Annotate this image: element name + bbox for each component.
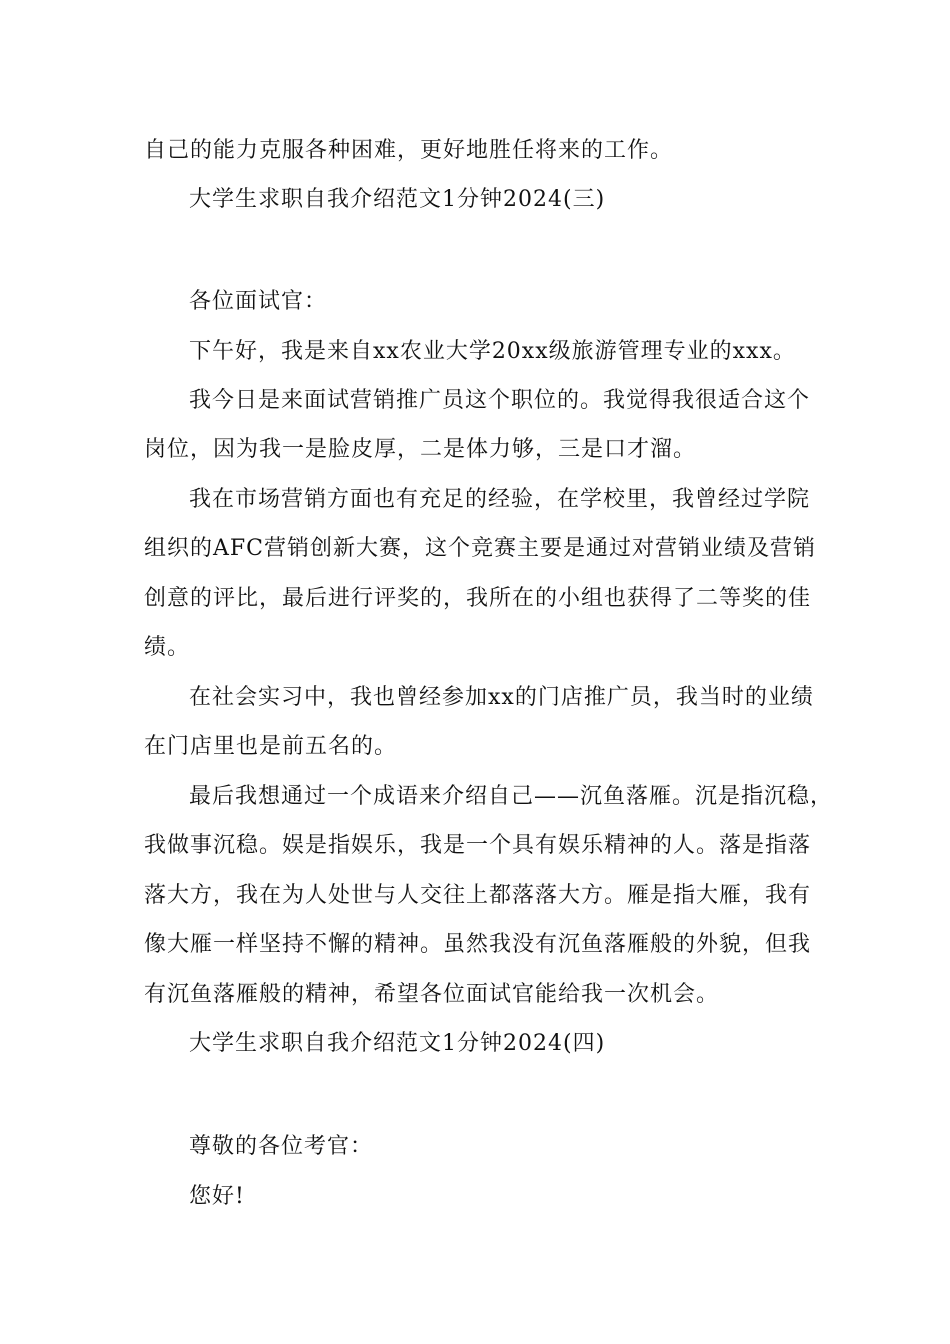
paragraph-line: 组织的AFC营销创新大赛，这个竞赛主要是通过对营销业绩及营销 xyxy=(144,536,816,561)
greeting: 您好! xyxy=(189,1184,245,1209)
paragraph-line: 绩。 xyxy=(144,635,191,660)
paragraph-line: 有沉鱼落雁般的精神，希望各位面试官能给我一次机会。 xyxy=(144,982,720,1007)
paragraph-line: 我今日是来面试营销推广员这个职位的。我觉得我很适合这个 xyxy=(189,388,811,413)
paragraph-line: 岗位，因为我一是脸皮厚，二是体力够，三是口才溜。 xyxy=(144,437,697,462)
paragraph-line: 在社会实习中，我也曾经参加xx的门店推广员，我当时的业绩 xyxy=(189,685,814,710)
paragraph-line: 我在市场营销方面也有充足的经验，在学校里，我曾经过学院 xyxy=(189,487,811,512)
paragraph-line: 下午好，我是来自xx农业大学20xx级旅游管理专业的xxx。 xyxy=(189,339,796,364)
paragraph-line: 创意的评比，最后进行评奖的，我所在的小组也获得了二等奖的佳 xyxy=(144,586,812,611)
paragraph-line: 像大雁一样坚持不懈的精神。虽然我没有沉鱼落雁般的外貌，但我 xyxy=(144,932,812,957)
paragraph-line: 在门店里也是前五名的。 xyxy=(144,734,398,759)
paragraph-line: 落大方，我在为人处世与人交往上都落落大方。雁是指大雁，我有 xyxy=(144,883,812,908)
salutation: 尊敬的各位考官： xyxy=(189,1134,374,1159)
paragraph-line: 我做事沉稳。娱是指娱乐，我是一个具有娱乐精神的人。落是指落 xyxy=(144,833,812,858)
salutation: 各位面试官： xyxy=(189,289,328,314)
paragraph-line: 最后我想通过一个成语来介绍自己——沉鱼落雁。沉是指沉稳， xyxy=(189,784,834,809)
paragraph-line: 自己的能力克服各种困难，更好地胜任将来的工作。 xyxy=(144,138,674,163)
section-heading: 大学生求职自我介绍范文1分钟2024(四) xyxy=(189,1031,606,1056)
section-heading: 大学生求职自我介绍范文1分钟2024(三) xyxy=(189,187,606,212)
